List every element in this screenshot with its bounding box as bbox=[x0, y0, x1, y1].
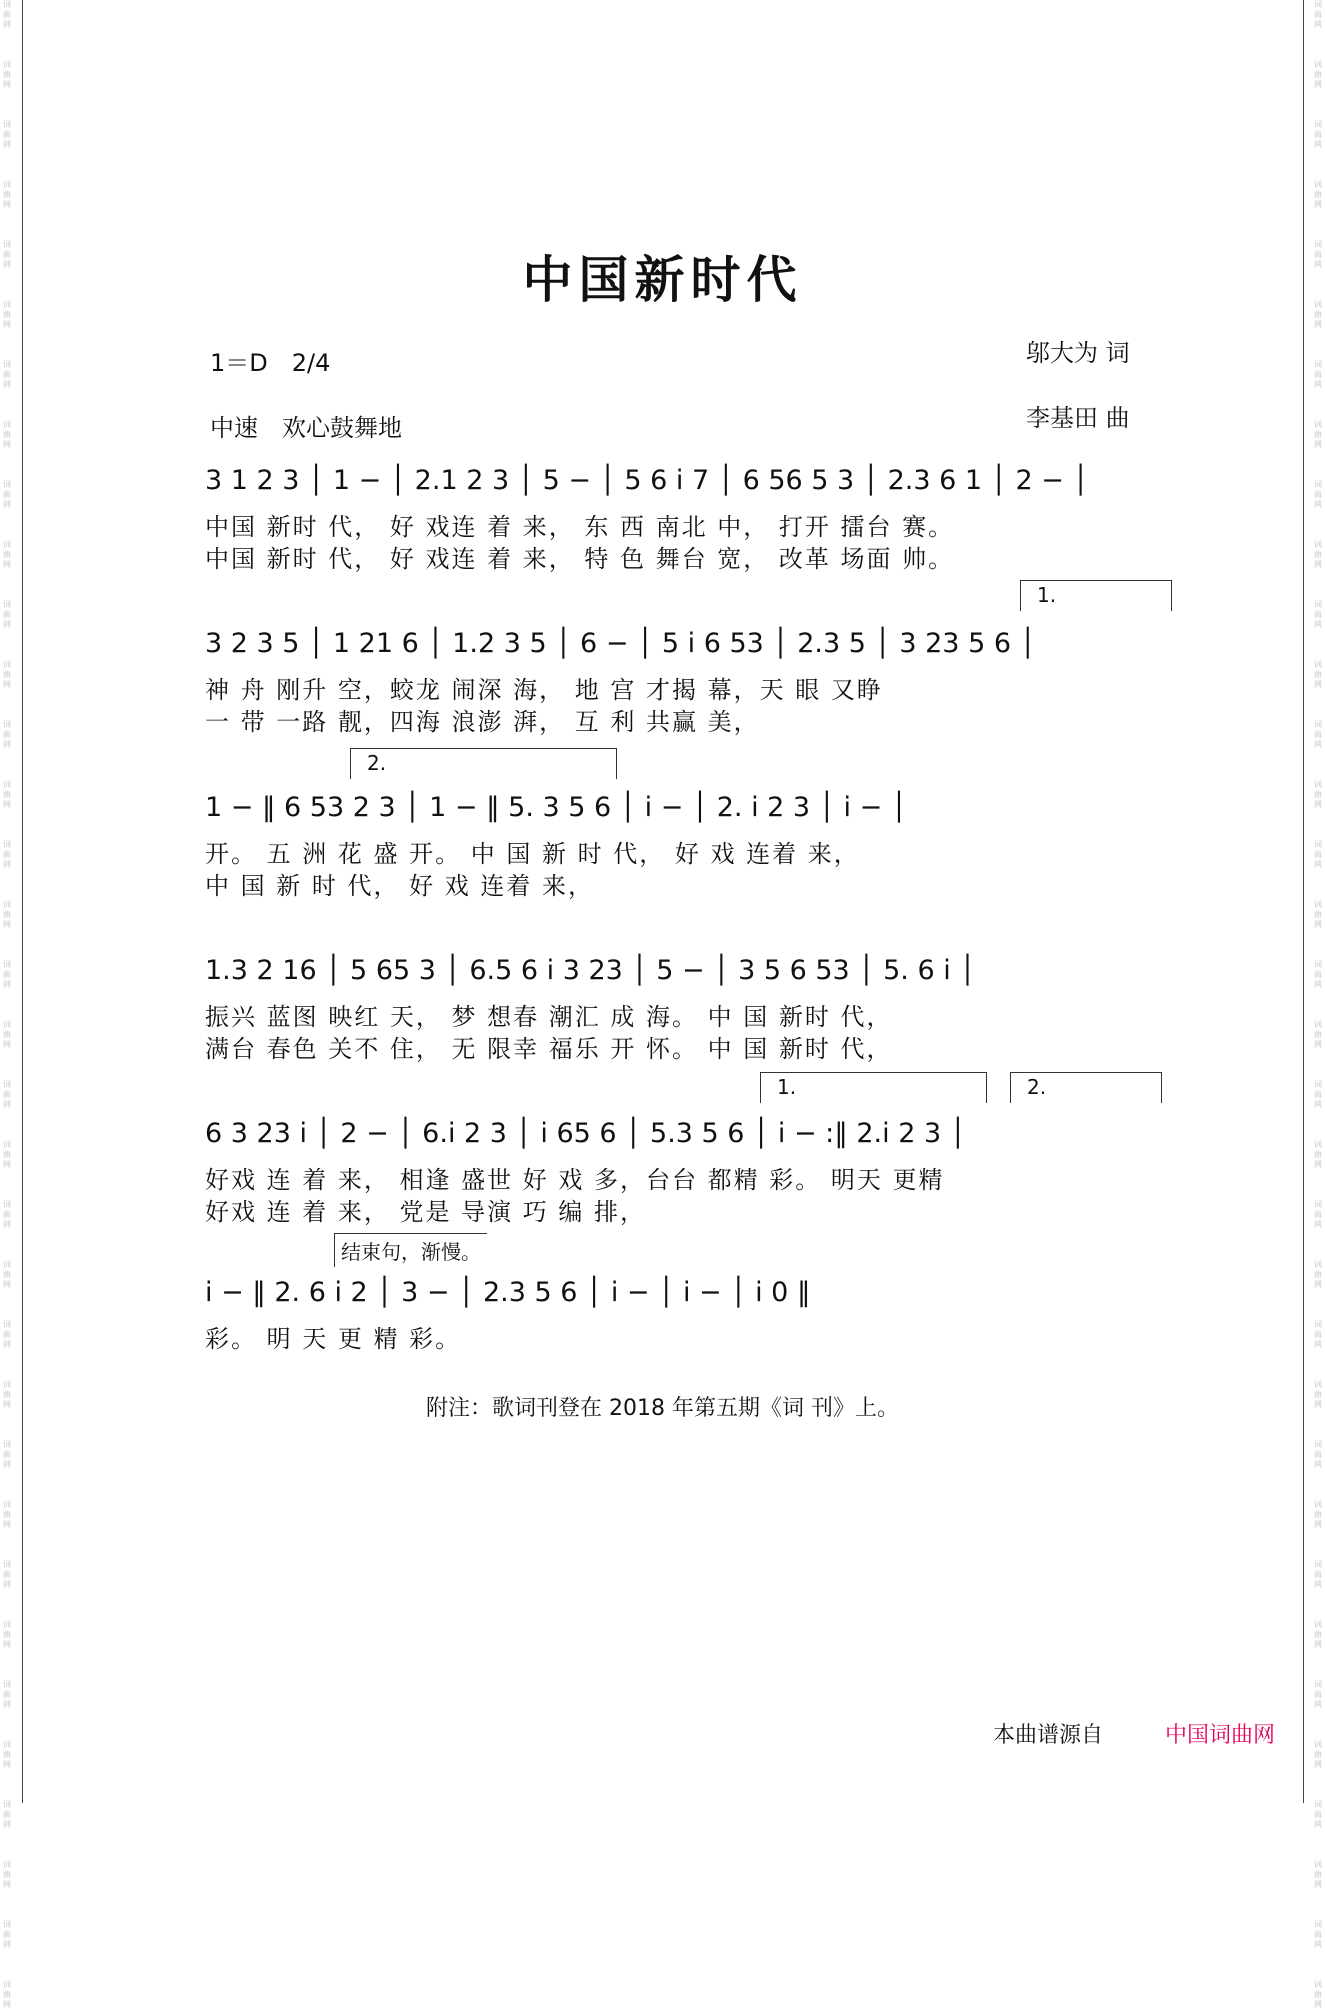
watermark-glyph: 词曲网 bbox=[1314, 960, 1322, 989]
lyrics-verse-2: 好戏 连 着 来， 党是 导演 巧 编 排， bbox=[205, 1198, 647, 1226]
watermark-glyph: 词曲网 bbox=[3, 840, 11, 869]
tempo-marking: 中速 欢心鼓舞地 bbox=[210, 414, 402, 442]
watermark-glyph: 词曲网 bbox=[3, 660, 11, 689]
watermark-glyph: 词曲网 bbox=[1314, 1500, 1322, 1529]
watermark-glyph: 词曲网 bbox=[3, 780, 11, 809]
lyrics-verse-2: 中 国 新 时 代， 好 戏 连着 来， bbox=[205, 872, 595, 900]
notation-line: 6 3 23 i │ 2 − │ 6.i 2 3 │ i 65 6 │ 5.3 5 6 │ i − :‖ 2.i 2 3 │ bbox=[205, 1118, 966, 1149]
watermark-glyph: 词曲网 bbox=[3, 1800, 11, 1829]
watermark-glyph: 词曲网 bbox=[1314, 1140, 1322, 1169]
score-line-3 bbox=[205, 790, 1165, 902]
volta-bracket-1 bbox=[760, 1072, 987, 1103]
volta-bracket-2 bbox=[350, 748, 617, 779]
watermark-glyph: 词曲网 bbox=[3, 1020, 11, 1049]
lyrics-verse-2: 一 带 一路 靓，四海 浪澎 湃， 互 利 共赢 美， bbox=[205, 708, 760, 736]
watermark-glyph: 词曲网 bbox=[1314, 1560, 1322, 1589]
lyricist-credit: 邬大为 词 bbox=[1026, 339, 1130, 367]
watermark-glyph: 词曲网 bbox=[1314, 540, 1322, 569]
watermark-glyph: 词曲网 bbox=[1314, 1620, 1322, 1649]
watermark-glyph: 词曲网 bbox=[1314, 1440, 1322, 1469]
lyrics-verse-1: 中国 新时 代， 好 戏连 着 来， 东 西 南北 中， 打开 擂台 赛。 bbox=[205, 513, 955, 541]
watermark-glyph: 词曲网 bbox=[1314, 840, 1322, 869]
notation-line: 3 2 3 5 │ 1 21 6 │ 1.2 3 5 │ 6 − │ 5 i 6 53 │ 2.3 5 │ 3 23 5 6 │ bbox=[205, 628, 1036, 659]
watermark-glyph: 词曲网 bbox=[1314, 1800, 1322, 1829]
key-signature: 1＝D 2/4 bbox=[210, 349, 331, 377]
watermark-glyph: 词曲网 bbox=[1314, 1860, 1322, 1889]
watermark-glyph: 词曲网 bbox=[3, 1860, 11, 1889]
watermark-glyph: 词曲网 bbox=[3, 1080, 11, 1109]
watermark-glyph: 词曲网 bbox=[1314, 1020, 1322, 1049]
watermark-glyph: 词曲网 bbox=[3, 1980, 11, 2009]
watermark-glyph: 词曲网 bbox=[3, 1680, 11, 1709]
watermark-glyph: 词曲网 bbox=[1314, 180, 1322, 209]
watermark-glyph: 词曲网 bbox=[3, 180, 11, 209]
watermark-glyph: 词曲网 bbox=[1314, 120, 1322, 149]
score-line-5 bbox=[205, 1116, 1165, 1228]
watermark-glyph: 词曲网 bbox=[3, 600, 11, 629]
lyrics-verse-1: 神 舟 刚升 空，蛟龙 闹深 海， 地 宫 才揭 幕，天 眼 又睁 bbox=[205, 676, 883, 704]
composer-credit: 李基田 曲 bbox=[1026, 404, 1130, 432]
volta-bracket-2 bbox=[1010, 1072, 1162, 1103]
score-line-2 bbox=[205, 626, 1165, 738]
notation-line: 1.3 2 16 │ 5 65 3 │ 6.5 6 i 3 23 │ 5 − │ 3 5 6 53 │ 5. 6 i │ bbox=[205, 955, 976, 986]
watermark-glyph: 词曲网 bbox=[3, 300, 11, 329]
source-brand-link[interactable]: 中国词曲网 bbox=[1165, 1723, 1276, 1748]
watermark-glyph: 词曲网 bbox=[1314, 240, 1322, 269]
lyrics-verse-1: 振兴 蓝图 映红 天， 梦 想春 潮汇 成 海。 中 国 新时 代， bbox=[205, 1003, 893, 1031]
ending-instruction: 结束句，渐慢。 bbox=[334, 1233, 487, 1267]
watermark-glyph: 词曲网 bbox=[3, 1200, 11, 1229]
volta-label: 2. bbox=[367, 751, 387, 775]
notation-line: i − ‖ 2. 6 i 2 │ 3 − │ 2.3 5 6 │ i − │ i − │ i 0 ‖ bbox=[205, 1277, 811, 1308]
watermark-glyph: 词曲网 bbox=[1314, 1920, 1322, 1949]
source-label: 本曲谱源自 bbox=[993, 1723, 1104, 1748]
score-line-4 bbox=[205, 953, 1165, 1065]
score-line-1 bbox=[205, 463, 1165, 575]
watermark-glyph: 词曲网 bbox=[1314, 1980, 1322, 2009]
lyrics-verse-1: 开。 五 洲 花 盛 开。 中 国 新 时 代， 好 戏 连着 来， bbox=[205, 840, 860, 868]
watermark-glyph: 词曲网 bbox=[3, 1440, 11, 1469]
watermark-glyph: 词曲网 bbox=[3, 1320, 11, 1349]
watermark-glyph: 词曲网 bbox=[1314, 660, 1322, 689]
lyrics-verse-2: 满台 春色 关不 住， 无 限幸 福乐 开 怀。 中 国 新时 代， bbox=[205, 1035, 893, 1063]
watermark-glyph: 词曲网 bbox=[1314, 900, 1322, 929]
watermark-glyph: 词曲网 bbox=[3, 960, 11, 989]
volta-label: 2. bbox=[1027, 1075, 1047, 1099]
watermark-glyph: 词曲网 bbox=[1314, 420, 1322, 449]
watermark-glyph: 词曲网 bbox=[3, 1380, 11, 1409]
watermark-glyph: 词曲网 bbox=[1314, 1200, 1322, 1229]
watermark-glyph: 词曲网 bbox=[3, 1920, 11, 1949]
lyrics-verse-2: 中国 新时 代， 好 戏连 着 来， 特 色 舞台 宽， 改革 场面 帅。 bbox=[205, 545, 955, 573]
watermark-glyph: 词曲网 bbox=[3, 540, 11, 569]
watermark-glyph: 词曲网 bbox=[3, 0, 11, 29]
volta-label: 1. bbox=[1037, 583, 1057, 607]
watermark-glyph: 词曲网 bbox=[3, 360, 11, 389]
watermark-glyph: 词曲网 bbox=[3, 1620, 11, 1649]
watermark-glyph: 词曲网 bbox=[3, 240, 11, 269]
watermark-glyph: 词曲网 bbox=[3, 900, 11, 929]
lyrics-verse-1: 好戏 连 着 来， 相逢 盛世 好 戏 多，台台 都精 彩。 明天 更精 bbox=[205, 1166, 945, 1194]
watermark-glyph: 词曲网 bbox=[1314, 300, 1322, 329]
lyrics-verse-1: 彩。 明 天 更 精 彩。 bbox=[205, 1325, 462, 1353]
watermark-glyph: 词曲网 bbox=[1314, 1740, 1322, 1769]
volta-label: 1. bbox=[777, 1075, 797, 1099]
watermark-glyph: 词曲网 bbox=[1314, 1680, 1322, 1709]
watermark-glyph: 词曲网 bbox=[1314, 360, 1322, 389]
volta-bracket-1 bbox=[1020, 580, 1172, 611]
watermark-glyph: 词曲网 bbox=[1314, 480, 1322, 509]
watermark-glyph: 词曲网 bbox=[1314, 60, 1322, 89]
watermark-glyph: 词曲网 bbox=[3, 1140, 11, 1169]
notation-line: 3 1 2 3 │ 1 − │ 2.1 2 3 │ 5 − │ 5 6 i 7 │ 6 56 5 3 │ 2.3 6 1 │ 2 − │ bbox=[205, 465, 1089, 496]
watermark-glyph: 词曲网 bbox=[3, 1500, 11, 1529]
score-line-6 bbox=[205, 1275, 1165, 1355]
watermark-glyph: 词曲网 bbox=[3, 120, 11, 149]
watermark-glyph: 词曲网 bbox=[3, 1560, 11, 1589]
watermark-glyph: 词曲网 bbox=[1314, 1080, 1322, 1109]
watermark-glyph: 词曲网 bbox=[3, 480, 11, 509]
footnote: 附注：歌词刊登在 2018 年第五期《词 刊》上。 bbox=[426, 1396, 899, 1421]
watermark-glyph: 词曲网 bbox=[3, 1740, 11, 1769]
watermark-glyph: 词曲网 bbox=[1314, 1320, 1322, 1349]
watermark-glyph: 词曲网 bbox=[1314, 720, 1322, 749]
watermark-glyph: 词曲网 bbox=[3, 720, 11, 749]
watermark-glyph: 词曲网 bbox=[3, 60, 11, 89]
watermark-glyph: 词曲网 bbox=[3, 420, 11, 449]
watermark-glyph: 词曲网 bbox=[1314, 1260, 1322, 1289]
watermark-glyph: 词曲网 bbox=[3, 1260, 11, 1289]
watermark-glyph: 词曲网 bbox=[1314, 1380, 1322, 1409]
watermark-glyph: 词曲网 bbox=[1314, 780, 1322, 809]
page-title: 中国新时代 bbox=[522, 251, 803, 309]
watermark-glyph: 词曲网 bbox=[1314, 0, 1322, 29]
watermark-glyph: 词曲网 bbox=[1314, 600, 1322, 629]
notation-line: 1 − ‖ 6 53 2 3 │ 1 − ‖ 5. 3 5 6 │ i − │ 2. i 2 3 │ i − │ bbox=[205, 792, 908, 823]
